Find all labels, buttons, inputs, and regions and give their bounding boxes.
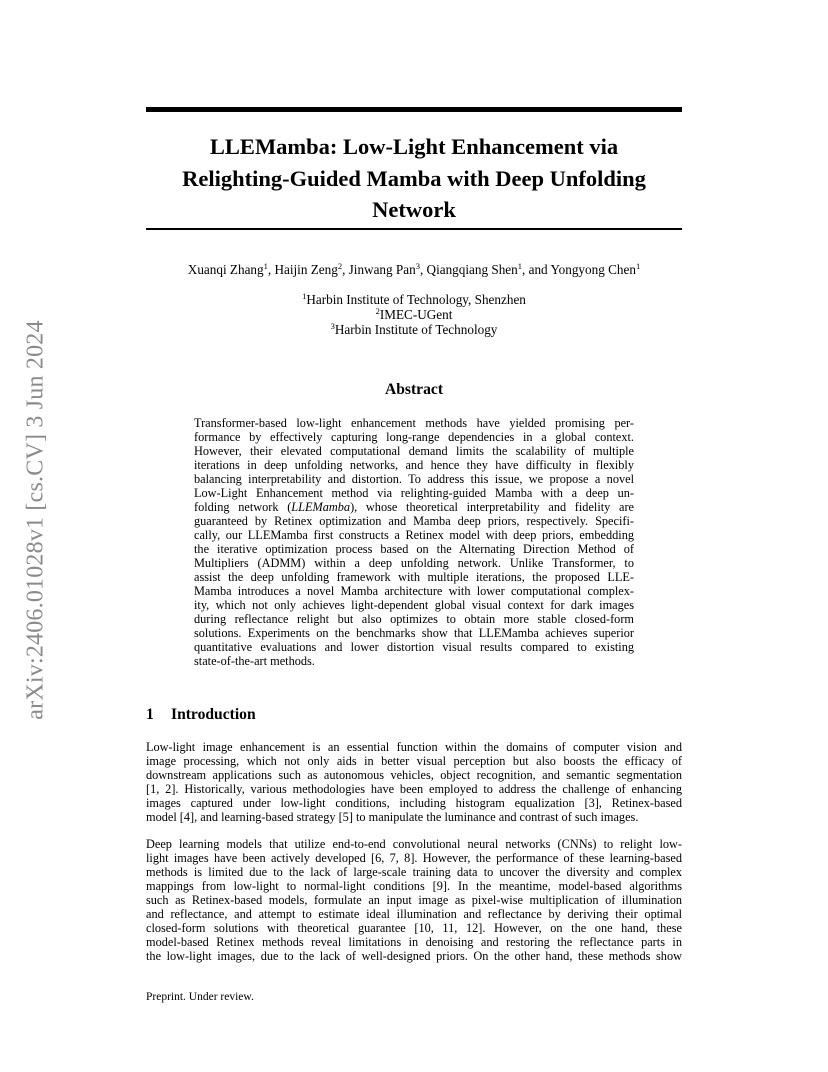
body-line: image processing, which not only aids in better visual perception but also boosts the efficacy of — [146, 754, 682, 768]
abstract-line: folding network (LLEMamba), whose theoretical interpretability and fidelity are — [194, 500, 635, 514]
abstract-line: guaranteed by Retinex optimization and Mamba deep priors, respectively. Specifi- — [194, 514, 634, 528]
author-affil-mark: 3 — [415, 261, 420, 271]
abstract-heading: Abstract — [384, 381, 444, 398]
abstract-line: formance by effectively capturing long-range dependencies in a global context. — [194, 430, 634, 444]
author-separator: , — [419, 262, 427, 277]
section-heading-introduction — [146, 705, 256, 725]
title-line: Network — [372, 197, 456, 222]
affiliation-mark: 2 — [375, 306, 380, 316]
body-line: and reflectance, and attempt to estimate ideal illumination and reflectance by deriving their optimal — [146, 907, 682, 921]
body-line: Deep learning models that utilize end-to-end convolutional neural networks (CNNs) to relight low- — [146, 837, 682, 851]
abstract-line: assist the deep unfolding framework with multiple iterations, the proposed LLE- — [194, 570, 634, 584]
body-line: the low-light images, due to the lack of well-designed priors. On the other hand, these methods show — [146, 949, 682, 963]
abstract-line: ity, which not only achieves light-dependent global visual context for dark images — [194, 598, 634, 612]
author-name: Haijin Zeng — [274, 262, 338, 277]
arxiv-stamp: arXiv:2406.01028v1 [cs.CV] 3 Jun 2024 — [22, 320, 49, 720]
abstract-line: However, their elevated computational demand limits the scalability of multiple — [194, 444, 634, 458]
author-separator: , — [342, 262, 349, 277]
title-line: Relighting-Guided Mamba with Deep Unfolding — [182, 165, 646, 191]
abstract-line: state-of-the-art methods. — [194, 654, 315, 668]
preprint-footer: Preprint. Under review. — [146, 991, 254, 1003]
body-line: model-based Retinex methods reveal limitations in denoising and restoring the reflectance parts in — [146, 935, 682, 949]
abstract-line: balancing interpretability and distortion. To address this issue, we propose a novel — [194, 472, 634, 486]
abstract-line: during reflectance relight but also optimizes to obtain more stable closed-form — [194, 612, 634, 626]
intro-paragraph-2 — [146, 837, 682, 963]
body-line: Low-light image enhancement is an essential function within the domains of computer vision and — [146, 740, 682, 754]
body-line: mappings from low-light to normal-light conditions [9]. In the meantime, model-based algorithms — [146, 879, 682, 893]
body-line: model [4], and learning-based strategy [5] to manipulate the luminance and contrast of such images. — [146, 810, 639, 824]
author-affil-mark: 1 — [517, 261, 522, 271]
affiliation-text: Harbin Institute of Technology, Shenzhen — [306, 292, 526, 307]
abstract-line: Low-Light Enhancement method via relighting-guided Mamba with a deep un- — [194, 486, 634, 500]
paper-title — [146, 131, 682, 226]
body-line: images captured under low-light conditions, including histogram equalization [3], Retinex-based — [146, 796, 682, 810]
affiliation-text: IMEC-UGent — [379, 307, 453, 322]
abstract-line: the iterative optimization process based on the Alternating Direction Method of — [194, 542, 634, 556]
body-line: downstream applications such as autonomous vehicles, object recognition, and semantic segmentation — [146, 768, 682, 782]
affiliation-mark: 1 — [302, 291, 307, 301]
body-line: methods is limited due to the lack of large-scale training data to uncover the diversity and complex — [146, 865, 682, 879]
abstract-line: Mamba introduces a novel Mamba architecture with lower computational complex- — [194, 584, 634, 598]
section-title: Introduction — [171, 706, 256, 723]
author-name: Xuanqi Zhang — [187, 262, 264, 277]
body-line: light images have been actively developed [6, 7, 8]. However, the performance of these learning-based — [146, 851, 682, 865]
abstract-line: quantitative evaluations and lower distortion visual results compared to existing — [194, 640, 634, 654]
method-name-italic: LLEMamba — [291, 500, 351, 514]
affiliation — [146, 307, 682, 322]
author-name: Jinwang Pan — [348, 262, 416, 277]
affiliation — [146, 292, 682, 307]
author-affil-mark: 2 — [337, 261, 343, 271]
title-bottom-rule — [146, 228, 682, 230]
abstract-line: Transformer-based low-light enhancement methods have yielded promising per- — [194, 416, 634, 430]
body-line: such as Retinex-based models, formulate an input image as pixel-wise multiplication of illumination — [146, 893, 682, 907]
author-name: Yongyong Chen — [550, 262, 636, 277]
body-line: [1, 2]. Historically, various methodologies have been employed to address the challenge of enhancing — [146, 782, 682, 796]
abstract-line: Multipliers (ADMM) within a deep unfolding network. Unlike Transformer, to — [194, 556, 634, 570]
author-list — [146, 262, 682, 278]
affiliation-text: Harbin Institute of Technology — [334, 322, 498, 337]
author-affil-mark: 1 — [263, 261, 268, 271]
abstract-line: iterations in deep unfolding networks, and hence they have difficulty in flexibly — [194, 458, 634, 472]
author-separator: , — [267, 262, 275, 277]
title-line: LLEMamba: Low-Light Enhancement via — [209, 134, 619, 159]
abstract-body — [194, 416, 634, 668]
section-number: 1 — [146, 706, 154, 723]
intro-paragraph-1 — [146, 740, 682, 824]
abstract-line: solutions. Experiments on the benchmarks show that LLEMamba achieves superior — [194, 626, 634, 640]
affiliation-list — [146, 292, 682, 337]
affiliation — [146, 322, 682, 337]
affiliation-mark: 3 — [330, 321, 335, 331]
abstract-line: cally, our LLEMamba first constructs a Retinex model with deep priors, embedding — [194, 528, 634, 542]
author-affil-mark: 1 — [635, 261, 641, 271]
title-top-rule — [146, 107, 682, 112]
author-name: Qiangqiang Shen — [426, 262, 518, 277]
author-separator: , and — [522, 262, 551, 277]
body-line: closed-form solutions with theoretical guarantee [10, 11, 12]. However, on the one hand, these — [146, 921, 682, 935]
